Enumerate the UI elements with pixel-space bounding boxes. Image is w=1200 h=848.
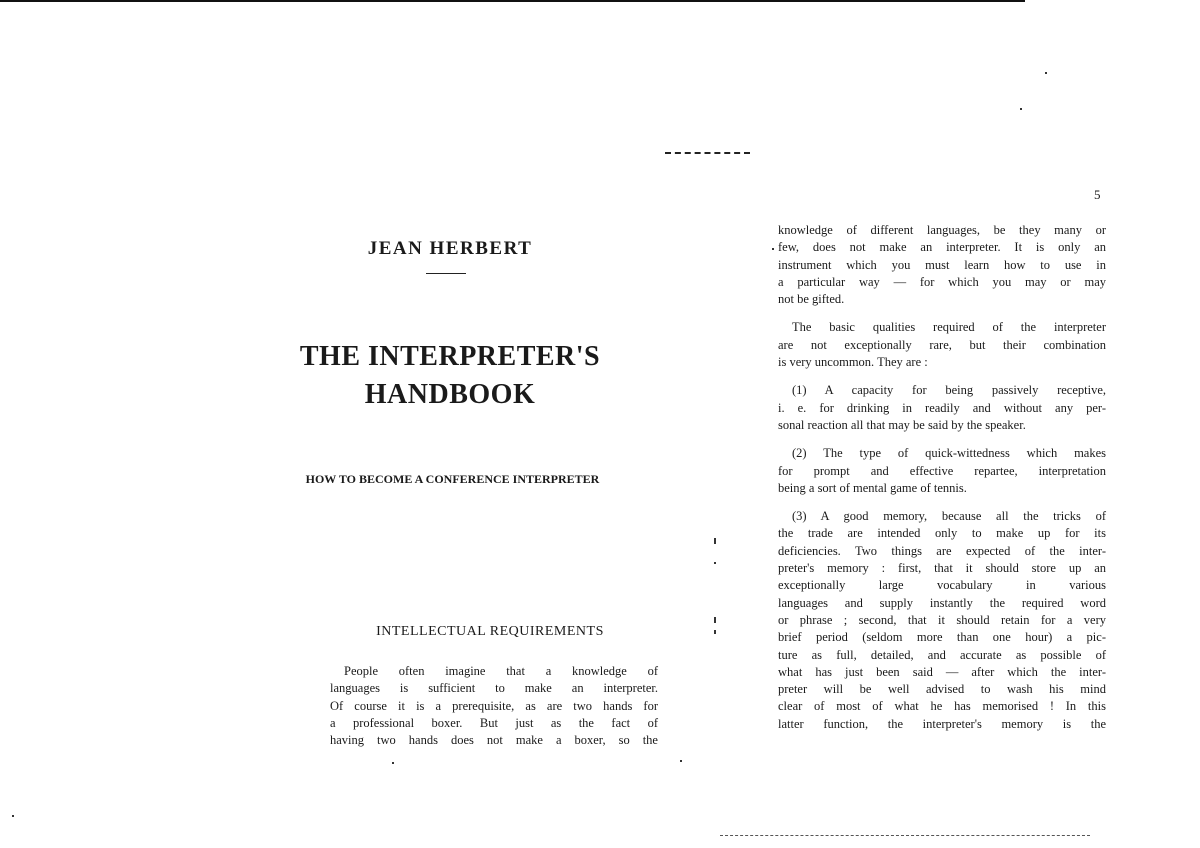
list-item-2 — [778, 445, 1106, 497]
scan-dash-mark — [665, 152, 750, 154]
text-line: i. e. for drinking in readily and without any per- — [778, 400, 1106, 415]
scan-speck — [12, 815, 14, 817]
title-rule — [426, 273, 466, 274]
scan-speck — [714, 630, 716, 634]
text-line: brief period (seldom more than one hour) a pic- — [778, 630, 1106, 645]
right-page-body — [778, 222, 1106, 733]
text-line: clear of most of what he has memorised ! In this — [778, 699, 1106, 714]
text-line: a professional boxer. But just as the fact of — [330, 715, 658, 730]
scan-speck — [680, 760, 682, 762]
page-number: 5 — [1094, 187, 1101, 202]
text-line: being a sort of mental game of tennis. — [778, 480, 967, 495]
text-line: languages is sufficient to make an interpreter. — [330, 681, 658, 696]
paragraph-continuation — [778, 222, 1106, 308]
text-line: preter will be well advised to wash his mind — [778, 682, 1106, 697]
text-line: deficiencies. Two things are expected of the inter- — [778, 543, 1106, 558]
book-subtitle: HOW TO BECOME A CONFERENCE INTERPRETER — [305, 472, 600, 486]
text-line: (3) A good memory, because all the tricks of — [792, 509, 1106, 524]
text-line: (2) The type of quick-wittedness which makes — [792, 446, 1106, 461]
text-line: languages and supply instantly the required word — [778, 595, 1106, 610]
text-line: People often imagine that a knowledge of — [344, 664, 658, 678]
section-heading: INTELLECTUAL REQUIREMENTS — [376, 624, 604, 639]
text-line: or phrase ; second, that it should retain for a very — [778, 612, 1106, 627]
text-line: is very uncommon. They are : — [778, 355, 928, 370]
list-item-3 — [778, 508, 1106, 733]
text-line: sonal reaction all that may be said by the speaker. — [778, 417, 1026, 432]
text-line: instrument which you must learn how to use in — [778, 257, 1106, 272]
text-line: the trade are intended only to make up for its — [778, 526, 1106, 541]
scan-edge-bottom — [720, 835, 1090, 836]
text-line: a particular way — for which you may or may — [778, 274, 1106, 289]
text-line: (1) A capacity for being passively receptive, — [792, 383, 1106, 398]
book-title-line: THE INTERPRETER'S — [299, 341, 601, 372]
scan-speck — [1045, 72, 1047, 74]
text-line: what has just been said — after which the inter- — [778, 664, 1106, 679]
text-line: knowledge of different languages, be they many or — [778, 223, 1106, 237]
text-line: Of course it is a prerequisite, as are two hands for — [330, 698, 658, 713]
scan-speck — [1020, 108, 1022, 110]
text-line: latter function, the interpreter's memory is the — [778, 716, 1106, 731]
author-name: JEAN HERBERT — [367, 238, 533, 259]
text-line: The basic qualities required of the interpreter — [792, 320, 1106, 335]
list-item-1 — [778, 382, 1106, 434]
scan-speck — [714, 617, 716, 623]
opening-paragraph — [330, 663, 658, 749]
scan-speck — [714, 538, 716, 544]
text-line: ture as full, detailed, and accurate as possible of — [778, 647, 1106, 662]
book-title-line: HANDBOOK — [364, 379, 536, 410]
text-line: are not exceptionally rare, but their combination — [778, 337, 1106, 352]
text-line: having two hands does not make a boxer, so the — [330, 733, 658, 748]
text-line: exceptionally large vocabulary in various — [778, 578, 1106, 593]
scan-speck — [772, 248, 774, 250]
text-line: few, does not make an interpreter. It is only an — [778, 240, 1106, 255]
text-line: preter's memory : first, that it should store up an — [778, 561, 1106, 576]
scan-edge-top — [0, 0, 1025, 2]
text-line: for prompt and effective repartee, interpretation — [778, 463, 1106, 478]
scan-speck — [392, 762, 394, 764]
text-line: not be gifted. — [778, 292, 845, 307]
scan-speck — [714, 562, 716, 564]
book-title — [285, 338, 615, 414]
paragraph-basic-qualities — [778, 319, 1106, 371]
